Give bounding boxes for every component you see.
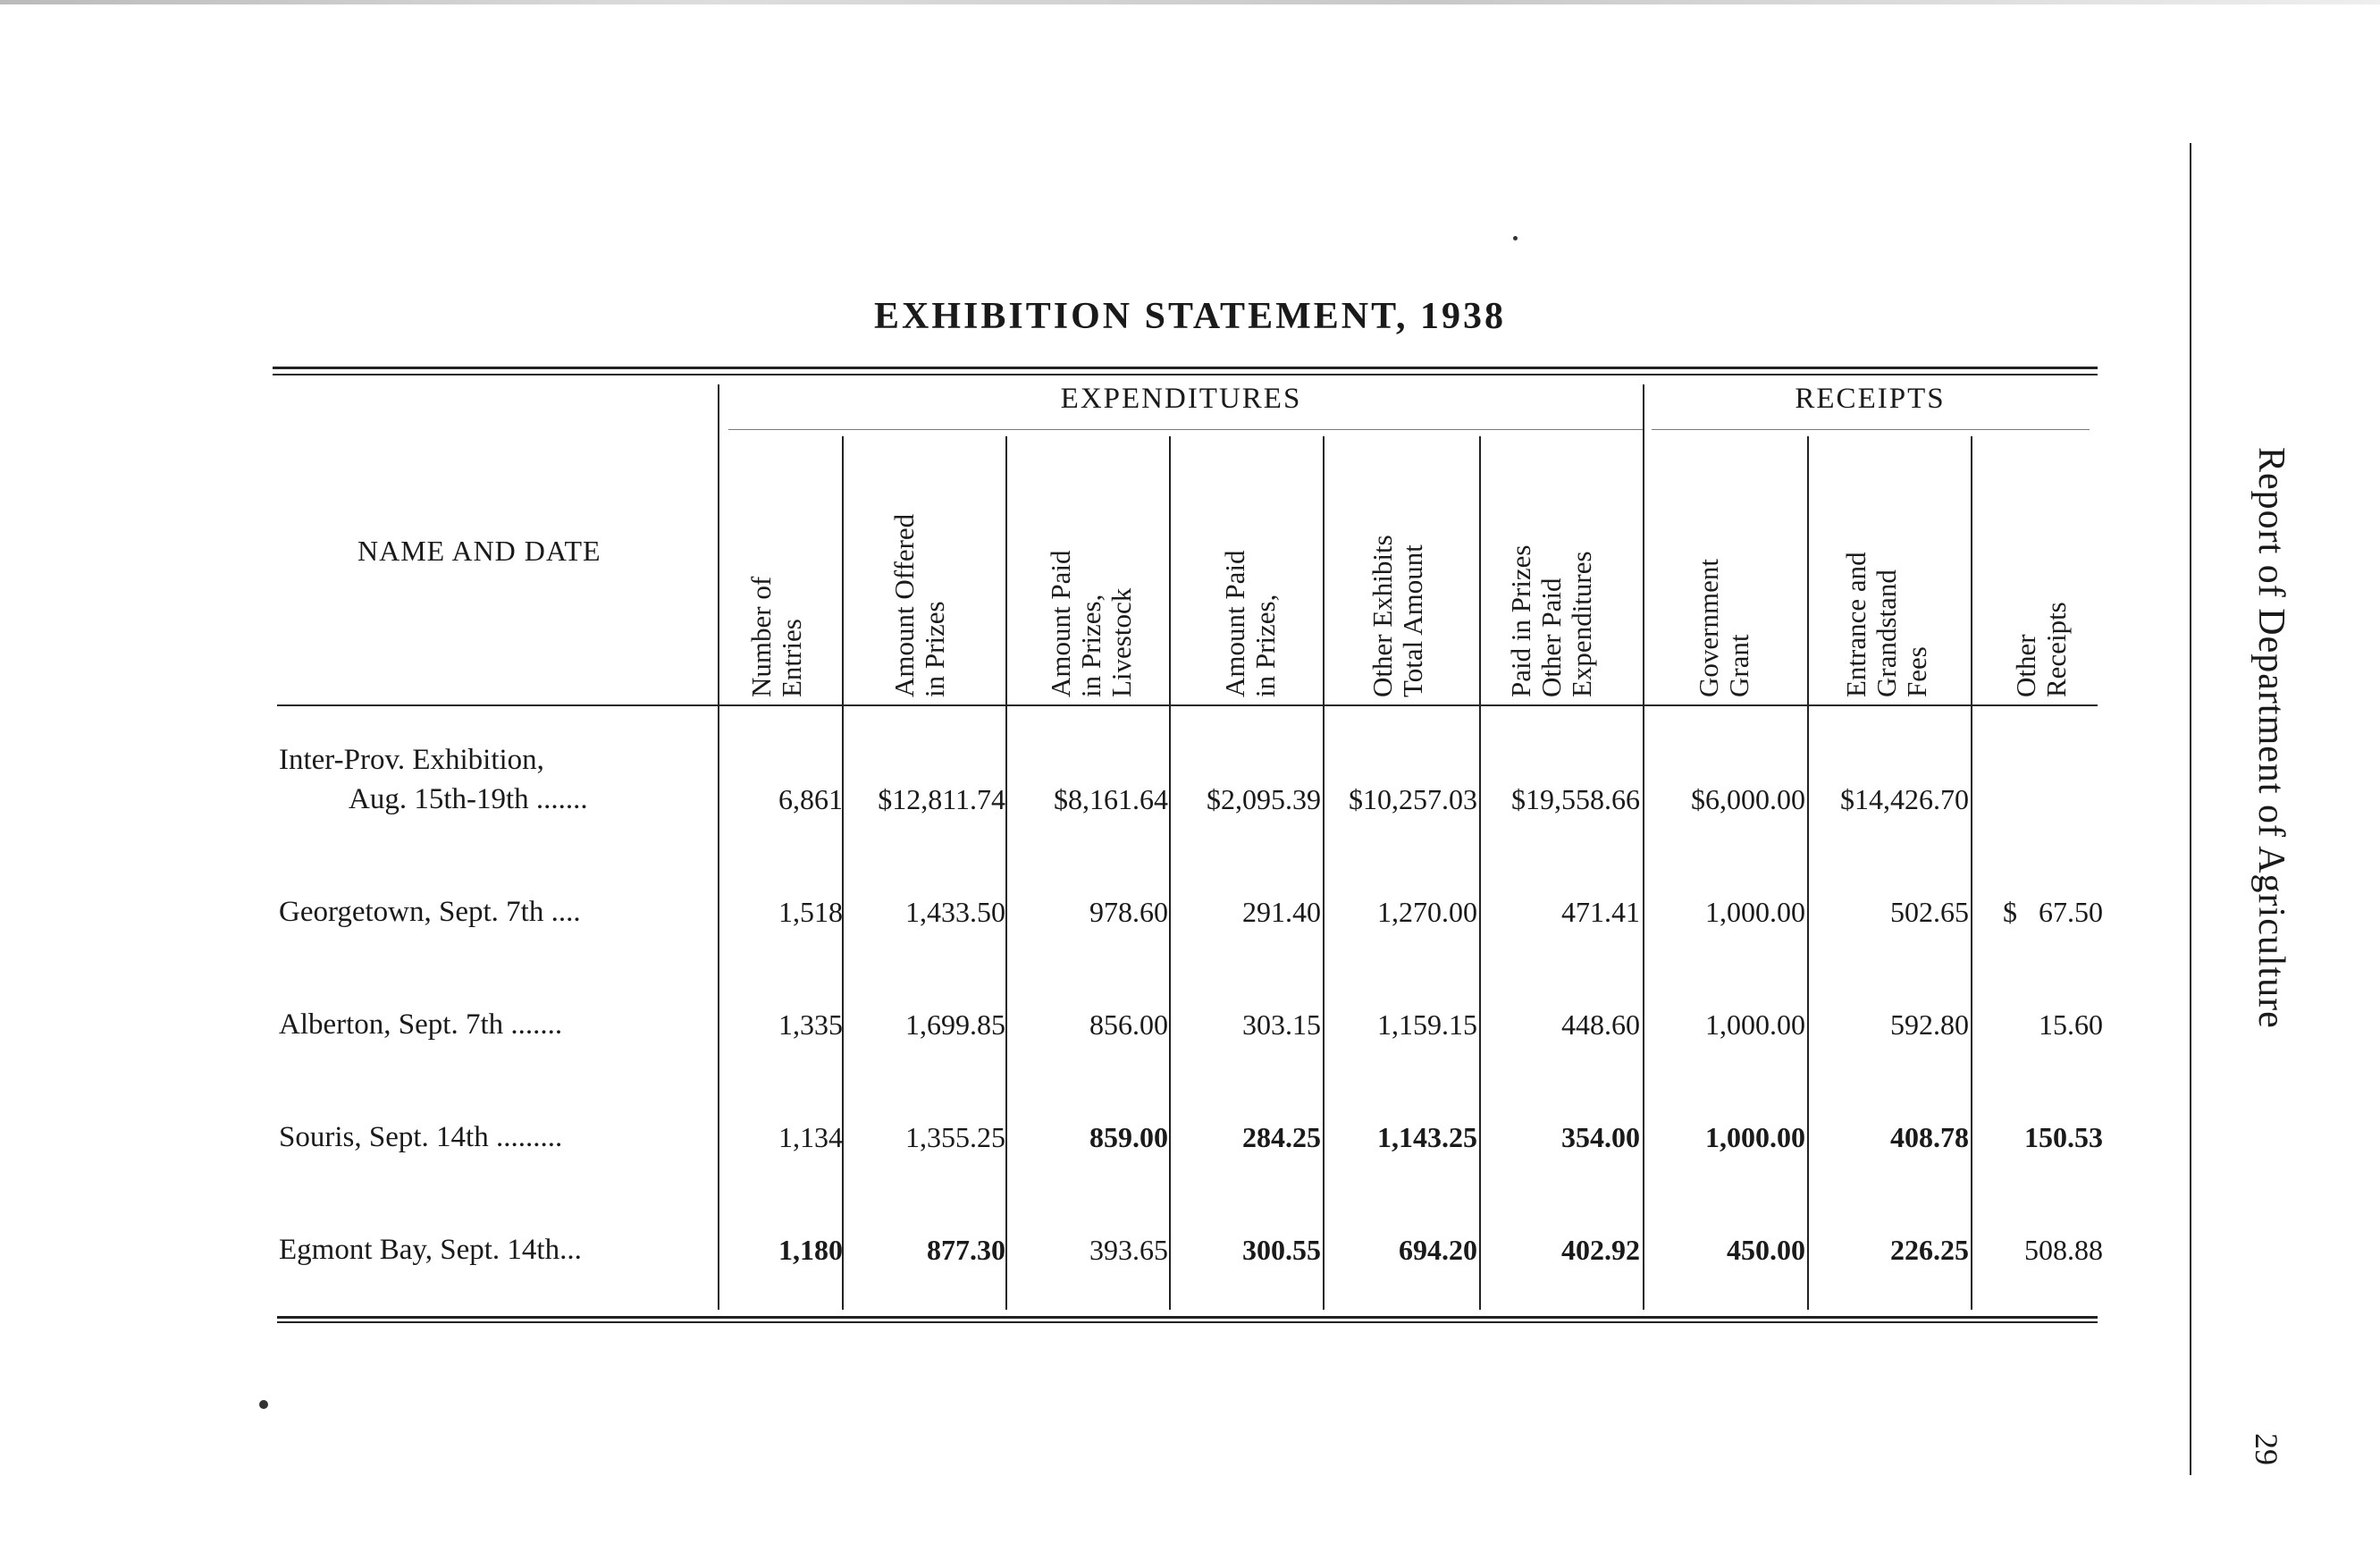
cell-prizes: 291.40 bbox=[1242, 896, 1321, 928]
col-line-8 bbox=[1971, 436, 1972, 1310]
cell-entries: 1,180 bbox=[778, 1234, 843, 1266]
header-rule bbox=[277, 704, 2098, 706]
col-line-0 bbox=[718, 384, 719, 1310]
cell-other-total: $10,257.03 bbox=[1349, 783, 1477, 815]
top-rule-2 bbox=[273, 374, 2098, 375]
cell-entries: 1,134 bbox=[778, 1121, 843, 1153]
cell-fees: 502.65 bbox=[1890, 896, 1969, 928]
cell-livestock: 978.60 bbox=[1089, 896, 1168, 928]
cell-other-expend: 402.92 bbox=[1561, 1234, 1640, 1266]
cell-other-expend: 471.41 bbox=[1561, 896, 1640, 928]
bottom-rule-1 bbox=[277, 1316, 2098, 1319]
cell-other-receipts: $ 67.50 bbox=[2003, 896, 2103, 928]
margin-rule bbox=[2190, 143, 2191, 1475]
cell-livestock: 393.65 bbox=[1089, 1234, 1168, 1266]
cell-offered: 1,699.85 bbox=[905, 1008, 1005, 1041]
cell-prizes: 303.15 bbox=[1242, 1008, 1321, 1041]
row-name: Inter-Prov. Exhibition, bbox=[279, 744, 544, 776]
cell-livestock: 859.00 bbox=[1089, 1121, 1168, 1153]
cell-fees: 408.78 bbox=[1890, 1121, 1969, 1153]
cell-entries: 1,518 bbox=[778, 896, 843, 928]
cell-entries: 1,335 bbox=[778, 1008, 843, 1041]
cell-other-total: 1,143.25 bbox=[1377, 1121, 1477, 1153]
scan-edge bbox=[0, 0, 2380, 4]
cell-offered: 1,433.50 bbox=[905, 896, 1005, 928]
cell-offered: $12,811.74 bbox=[878, 783, 1005, 815]
cell-grant: 1,000.00 bbox=[1705, 1121, 1805, 1153]
cell-prizes: 300.55 bbox=[1242, 1234, 1321, 1266]
bottom-rule-2 bbox=[277, 1321, 2098, 1323]
cell-entries: 6,861 bbox=[778, 783, 843, 815]
cell-other-total: 694.20 bbox=[1399, 1234, 1477, 1266]
cell-grant: $6,000.00 bbox=[1691, 783, 1805, 815]
cell-other-total: 1,159.15 bbox=[1377, 1008, 1477, 1041]
cell-other-receipts: 150.53 bbox=[2024, 1121, 2103, 1153]
cell-offered: 877.30 bbox=[927, 1234, 1005, 1266]
page-number: 29 bbox=[2249, 1433, 2284, 1465]
cell-livestock: 856.00 bbox=[1089, 1008, 1168, 1041]
cell-prizes: $2,095.39 bbox=[1207, 783, 1321, 815]
cell-fees: 592.80 bbox=[1890, 1008, 1969, 1041]
page-title: EXHIBITION STATEMENT, 1938 bbox=[874, 296, 1506, 337]
row-name-date: Aug. 15th-19th ....... bbox=[349, 783, 588, 815]
cell-other-receipts: 15.60 bbox=[2039, 1008, 2103, 1041]
cell-other-expend: 448.60 bbox=[1561, 1008, 1640, 1041]
cell-grant: 450.00 bbox=[1727, 1234, 1805, 1266]
row-name: Egmont Bay, Sept. 14th... bbox=[279, 1234, 582, 1266]
cell-fees: $14,426.70 bbox=[1840, 783, 1969, 815]
cell-grant: 1,000.00 bbox=[1705, 1008, 1805, 1041]
name-and-date-header: NAME AND DATE bbox=[357, 535, 601, 567]
speck bbox=[259, 1400, 268, 1409]
cell-prizes: 284.25 bbox=[1242, 1121, 1321, 1153]
cell-other-receipts: 508.88 bbox=[2024, 1234, 2103, 1266]
cell-livestock: $8,161.64 bbox=[1054, 783, 1168, 815]
cell-other-expend: $19,558.66 bbox=[1511, 783, 1640, 815]
row-name: Souris, Sept. 14th ......... bbox=[279, 1121, 563, 1153]
running-head: Report of Department of Agriculture bbox=[2250, 447, 2292, 1029]
col-line-6 bbox=[1643, 384, 1644, 1310]
cell-offered: 1,355.25 bbox=[905, 1121, 1005, 1153]
cell-fees: 226.25 bbox=[1890, 1234, 1969, 1266]
expenditures-header: EXPENDITURES bbox=[1060, 383, 1302, 415]
cell-other-expend: 354.00 bbox=[1561, 1121, 1640, 1153]
receipts-header: RECEIPTS bbox=[1795, 383, 1946, 415]
row-name: Alberton, Sept. 7th ....... bbox=[279, 1008, 563, 1041]
row-name: Georgetown, Sept. 7th .... bbox=[279, 896, 581, 928]
speck bbox=[1513, 236, 1518, 240]
cell-other-total: 1,270.00 bbox=[1377, 896, 1477, 928]
top-rule-1 bbox=[273, 367, 2098, 369]
cell-grant: 1,000.00 bbox=[1705, 896, 1805, 928]
